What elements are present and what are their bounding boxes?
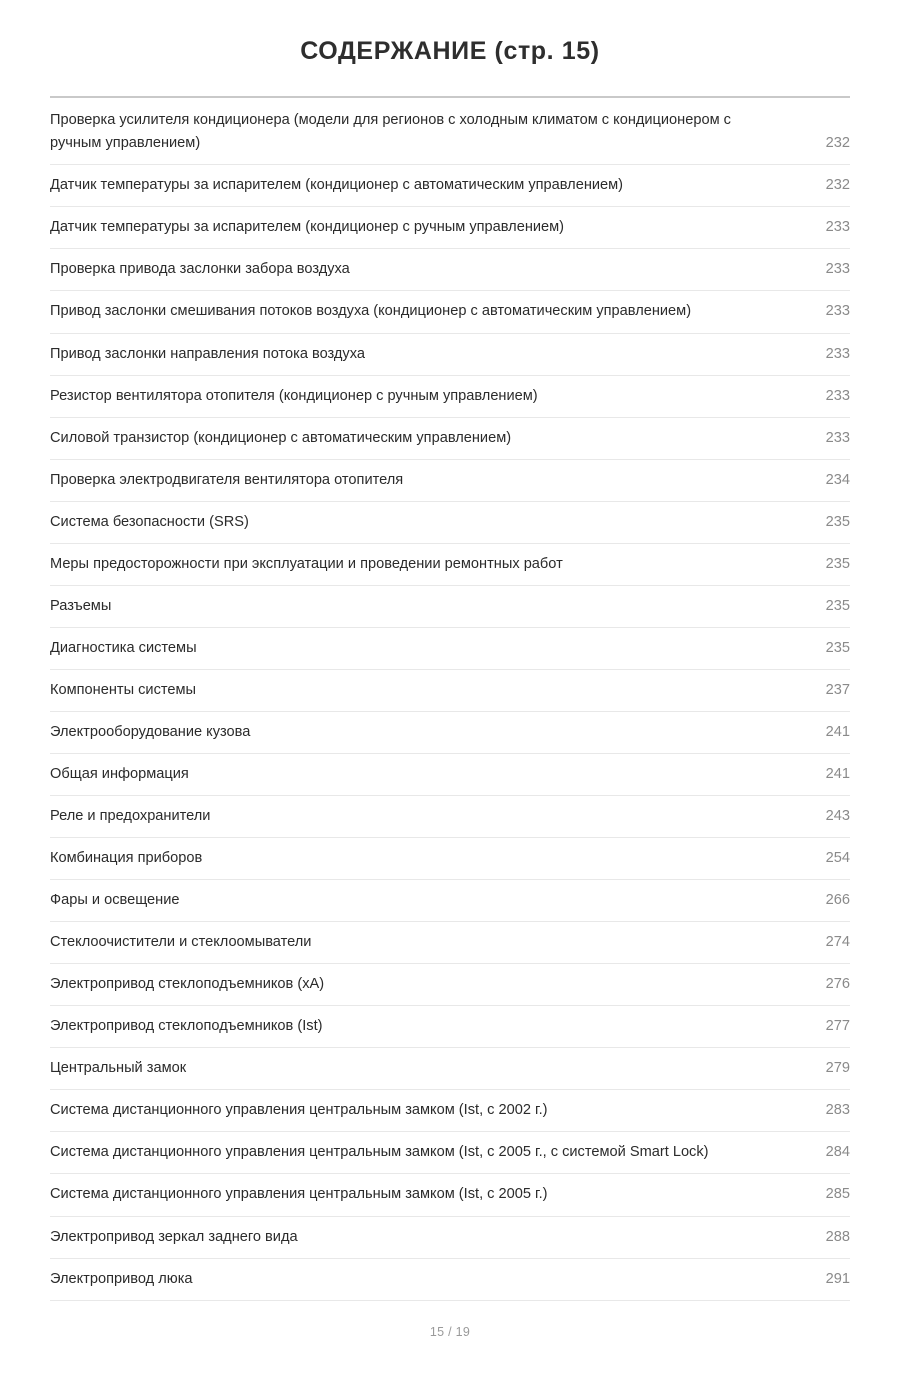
toc-entry[interactable]	[50, 1132, 850, 1174]
toc-entry[interactable]	[50, 502, 850, 544]
toc-entry[interactable]	[50, 964, 850, 1006]
toc-entry-title: Меры предосторожности при эксплуатации и проведении ремонтных работ	[50, 555, 563, 572]
toc-entry[interactable]	[50, 712, 850, 754]
toc-entry[interactable]	[50, 165, 850, 207]
toc-entry-page-number: 266	[825, 892, 850, 909]
toc-entry-page-number: 274	[825, 934, 850, 951]
toc-entry[interactable]	[50, 544, 850, 586]
toc-entry[interactable]	[50, 754, 850, 796]
toc-entry-page-number: 234	[825, 471, 850, 488]
toc-entry-title: Электропривод стеклоподъемников (xA)	[50, 976, 325, 993]
toc-entry-page-number: 233	[825, 429, 850, 446]
toc-entry-title: Привод заслонки смешивания потоков воздуха (кондиционер с автоматическим управлением)	[50, 303, 692, 320]
toc-entry-page-number: 237	[825, 681, 850, 698]
toc-entry-title: Система дистанционного управления центральным замком (Ist, с 2005 г.)	[50, 1186, 548, 1203]
toc-entry[interactable]	[50, 418, 850, 460]
toc-entry-title: Фары и освещение	[50, 892, 180, 909]
toc-entry-page-number: 279	[825, 1060, 850, 1077]
toc-entry[interactable]	[50, 838, 850, 880]
toc-entry[interactable]	[50, 207, 850, 249]
toc-entry-page-number: 276	[825, 976, 850, 993]
toc-entry[interactable]	[50, 1217, 850, 1259]
toc-entry-title: Реле и предохранители	[50, 808, 211, 825]
toc-entry-title: Проверка электродвигателя вентилятора отопителя	[50, 471, 404, 488]
toc-entry-page-number: 233	[825, 261, 850, 278]
toc-entry-page-number: 243	[825, 808, 850, 825]
toc-entry-page-number: 283	[825, 1102, 850, 1119]
toc-entry-page-number: 285	[825, 1186, 850, 1203]
toc-entry-title: Общая информация	[50, 766, 189, 782]
toc-entry[interactable]	[50, 334, 850, 376]
toc-entry-page-number: 235	[825, 597, 850, 614]
toc-entry[interactable]	[50, 880, 850, 922]
toc-entry-page-number: 288	[825, 1228, 850, 1245]
toc-entry[interactable]	[50, 1259, 850, 1301]
toc-entry-page-number: 241	[825, 723, 850, 740]
toc-entry[interactable]	[50, 796, 850, 838]
document-header	[0, 0, 900, 98]
toc-entry-page-number: 232	[825, 177, 850, 194]
toc-entry[interactable]	[50, 98, 850, 165]
toc-entry-page-number: 233	[825, 345, 850, 362]
toc-entry[interactable]	[50, 460, 850, 502]
table-of-contents	[0, 98, 900, 1300]
toc-entry-page-number: 291	[825, 1270, 850, 1287]
toc-entry-title: Привод заслонки направления потока воздуха	[50, 345, 365, 362]
toc-entry-list	[50, 98, 850, 1300]
toc-entry-title: Датчик температуры за испарителем (кондиционер с ручным управлением)	[50, 219, 565, 236]
toc-entry[interactable]	[50, 1090, 850, 1132]
toc-entry-title: Компоненты системы	[50, 681, 197, 698]
toc-entry[interactable]	[50, 1174, 850, 1216]
toc-entry[interactable]	[50, 628, 850, 670]
document-footer	[0, 1301, 900, 1375]
toc-entry-page-number: 241	[825, 766, 850, 782]
toc-entry[interactable]	[50, 586, 850, 628]
toc-entry-title: Электрооборудование кузова	[50, 723, 251, 740]
toc-entry-title: Центральный замок	[50, 1060, 187, 1077]
toc-entry-page-number: 235	[825, 513, 850, 530]
toc-entry-title: Система дистанционного управления центральным замком (Ist, с 2005 г., с системой Smart Lock)	[50, 1144, 709, 1161]
toc-entry[interactable]	[50, 1048, 850, 1090]
toc-entry-title: Система безопасности (SRS)	[50, 513, 249, 530]
toc-entry-title: Разъемы	[50, 597, 112, 614]
toc-entry[interactable]	[50, 376, 850, 418]
toc-entry-page-number: 232	[825, 135, 850, 152]
toc-entry-title: Электропривод стеклоподъемников (Ist)	[50, 1018, 323, 1035]
toc-entry-title: Диагностика системы	[50, 639, 197, 656]
toc-entry[interactable]	[50, 670, 850, 712]
toc-entry-title: Комбинация приборов	[50, 850, 203, 867]
toc-entry-title: Датчик температуры за испарителем (кондиционер с автоматическим управлением)	[50, 177, 624, 194]
toc-entry[interactable]	[50, 922, 850, 964]
toc-entry[interactable]	[50, 249, 850, 291]
toc-entry-title: Проверка усилителя кондиционера (модели для регионов с холодным климатом с кондиционером с ручным управлением)	[50, 112, 731, 152]
toc-entry-title: Проверка привода заслонки забора воздуха	[50, 261, 350, 278]
toc-entry-page-number: 233	[825, 219, 850, 236]
toc-entry-page-number: 233	[825, 303, 850, 320]
toc-entry-page-number: 254	[825, 850, 850, 867]
page-indicator: 15 / 19	[429, 1324, 471, 1339]
toc-entry-title: Стеклоочистители и стеклоомыватели	[50, 934, 312, 951]
toc-entry-title: Система дистанционного управления центральным замком (Ist, с 2002 г.)	[50, 1102, 548, 1119]
toc-entry-page-number: 235	[825, 639, 850, 656]
toc-entry-page-number: 235	[825, 555, 850, 572]
toc-entry[interactable]	[50, 291, 850, 333]
toc-entry[interactable]	[50, 1006, 850, 1048]
toc-entry-page-number: 277	[825, 1018, 850, 1035]
toc-entry-title: Электропривод зеркал заднего вида	[50, 1228, 298, 1245]
toc-entry-page-number: 233	[825, 387, 850, 404]
toc-entry-page-number: 284	[825, 1144, 850, 1161]
toc-entry-title: Силовой транзистор (кондиционер с автоматическим управлением)	[50, 429, 512, 446]
page-title: СОДЕРЖАНИЕ (стр. 15)	[300, 37, 600, 65]
toc-entry-title: Электропривод люка	[50, 1270, 193, 1287]
toc-entry-title: Резистор вентилятора отопителя (кондиционер с ручным управлением)	[50, 387, 538, 404]
